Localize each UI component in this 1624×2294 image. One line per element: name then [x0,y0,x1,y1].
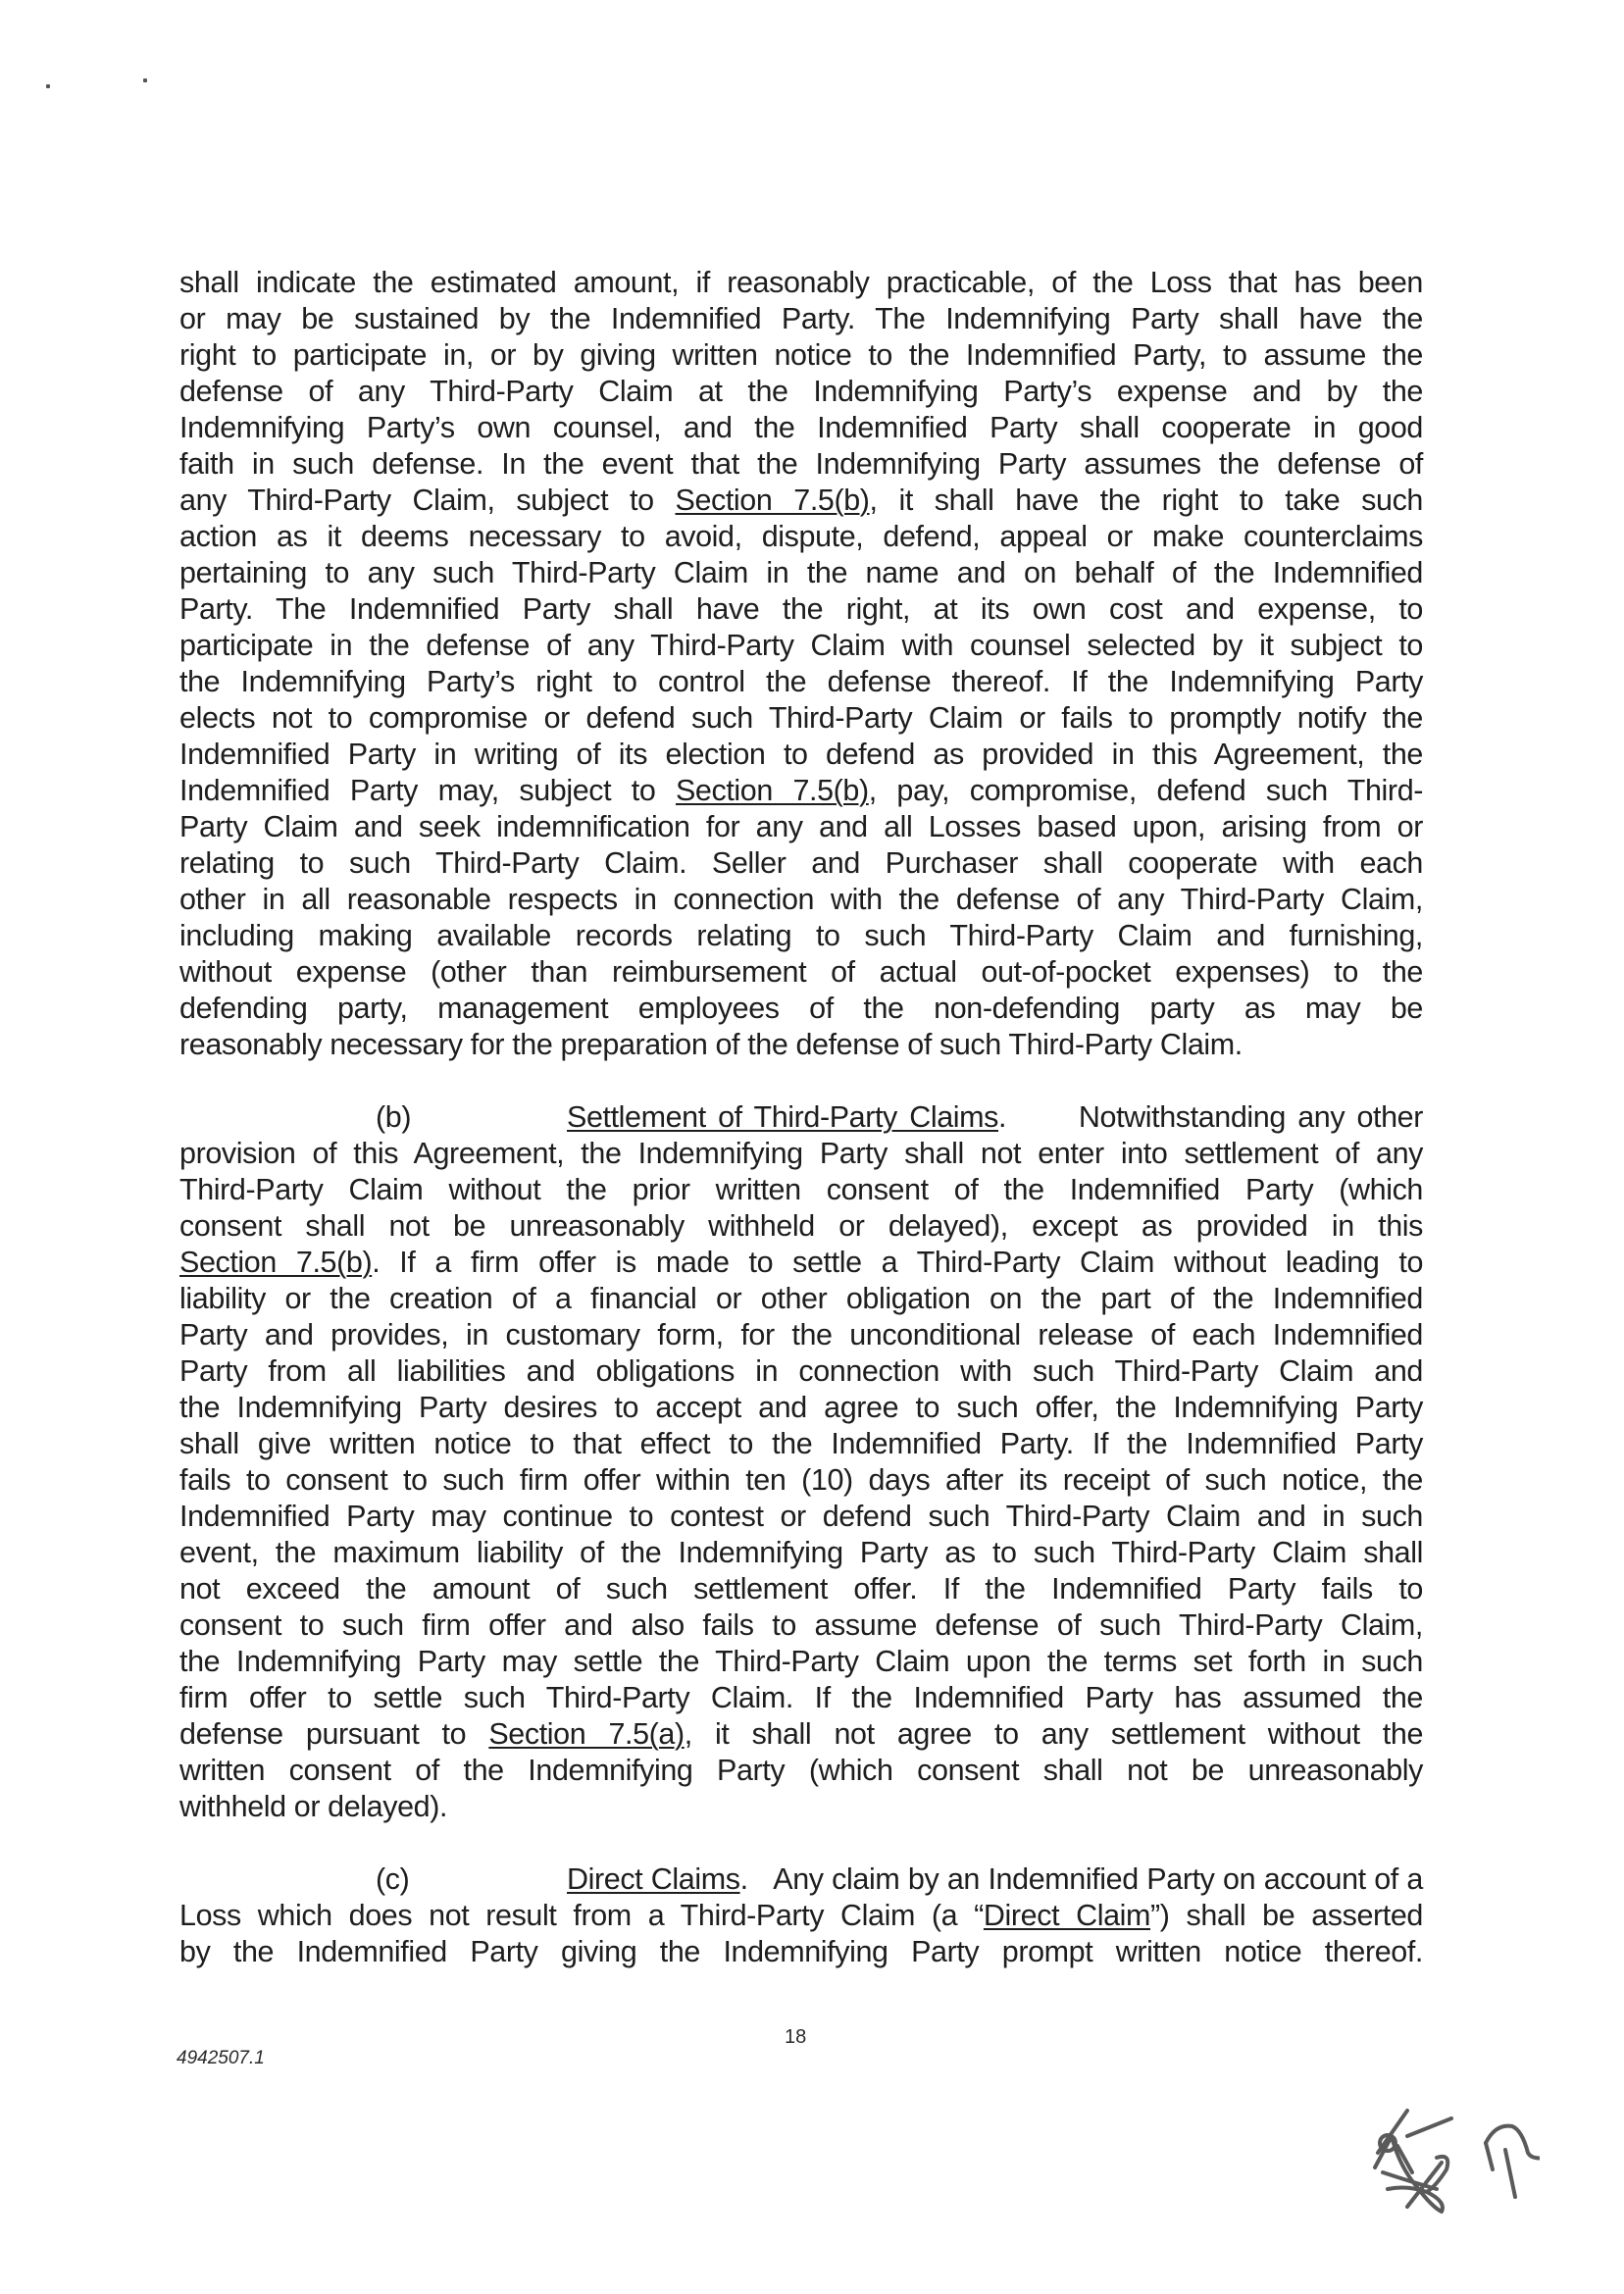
cross-reference-link: Section 7.5(b) [179,1246,373,1279]
section-c-body [179,1898,1423,1970]
text-segment: written consent of the Indemnifying Party (which consent shall not be unreasonably [179,1754,1423,1787]
section-b-line [179,1317,1423,1353]
section-c-heading-suffix: . [739,1862,748,1896]
text-segment: . If a firm offer is made to settle a Third-Party Claim without leading to [372,1246,1424,1279]
text-segment: defense of any Third-Party Claim at the Indemnifying Party’s expense and by the [179,375,1423,408]
scan-speck-2 [143,78,147,82]
text-segment: Loss which does not result from a Third-Party Claim (a “ [179,1899,984,1932]
text-segment: or may be sustained by the Indemnified Party. The Indemnifying Party shall have the [179,302,1423,335]
text-segment: Party Claim and seek indemnification for any and all Losses based upon, arising from or [179,810,1423,843]
text-segment: liability or the creation of a financial or other obligation on the part of the Indemnified [179,1282,1423,1315]
text-segment: shall give written notice to that effect to the Indemnified Party. If the Indemnified Party [179,1427,1423,1460]
text-segment: , pay, compromise, defend such Third- [868,774,1424,807]
section-b-line [179,1499,1423,1535]
text-segment: relating to such Third-Party Claim. Seller and Purchaser shall cooperate with each [179,846,1423,880]
text-segment: defense pursuant to [179,1717,489,1751]
section-b-line [179,1426,1423,1462]
section-b-line [179,1353,1423,1390]
text-segment: faith in such defense. In the event that the Indemnifying Party assumes the defense of [179,447,1423,481]
text-segment: reasonably necessary for the preparation of the defense of such Third-Party Claim. [179,1028,1243,1061]
paragraph-a-line [179,374,1423,410]
section-b-line [179,1208,1423,1245]
text-segment: including making available records relating to such Third-Party Claim and furnishing, [179,919,1423,952]
text-segment: ”) shall be asserted [1150,1899,1423,1932]
paragraph-a-line [179,882,1423,918]
text-segment: Indemnifying Party’s own counsel, and the Indemnified Party shall cooperate in good [179,411,1423,444]
section-c-heading: Direct Claims [567,1862,740,1896]
section-b-line [179,1245,1423,1281]
text-segment: the Indemnifying Party may settle the Third-Party Claim upon the terms set forth in such [179,1645,1423,1678]
paragraph-a-line [179,301,1423,337]
text-segment: , it shall not agree to any settlement without the [684,1717,1424,1751]
section-b-line [179,1390,1423,1426]
paragraph-a-line [179,991,1423,1027]
text-segment: participate in the defense of any Third-Party Claim with counsel selected by it subject to [179,629,1423,662]
text-segment: provision of this Agreement, the Indemnifying Party shall not enter into settlement of any [179,1137,1423,1170]
section-b-first-line-rest: Notwithstanding any other [1078,1100,1423,1134]
section-c-label: (c) [376,1862,410,1896]
text-segment: shall indicate the estimated amount, if reasonably practicable, of the Loss that has been [179,266,1423,299]
text-segment: by the Indemnified Party giving the Indemnifying Party prompt written notice thereof. [179,1935,1423,1968]
section-b [179,1099,1423,1825]
text-segment: Indemnified Party may, subject to [179,774,676,807]
paragraph-a-line [179,954,1423,991]
section-c-line [179,1934,1423,1970]
text-segment: pertaining to any such Third-Party Claim in the name and on behalf of the Indemnified [179,556,1423,589]
section-b-line [179,1462,1423,1499]
paragraph-a-line [179,737,1423,773]
section-b-label: (b) [376,1100,412,1134]
paragraph-a-line [179,591,1423,628]
text-segment: not exceed the amount of such settlement offer. If the Indemnified Party fails to [179,1572,1423,1606]
text-segment: Party and provides, in customary form, for the unconditional release of each Indemnified [179,1318,1423,1351]
cross-reference-link: Direct Claim [983,1899,1151,1932]
text-segment: without expense (other than reimbursement of actual out-of-pocket expenses) to the [179,955,1423,989]
text-segment: the Indemnifying Party desires to accept and agree to such offer, the Indemnifying Party [179,1391,1423,1424]
text-segment: Party from all liabilities and obligations in connection with such Third-Party Claim and [179,1354,1423,1388]
paragraph-a-continuation [179,265,1423,1063]
scan-speck-1 [46,84,50,88]
section-b-line [179,1680,1423,1716]
text-segment: consent to such firm offer and also fails to assume defense of such Third-Party Claim, [179,1608,1423,1642]
text-segment: consent shall not be unreasonably withheld or delayed), except as provided in this [179,1209,1423,1243]
paragraph-a-line [179,664,1423,700]
text-segment: Third-Party Claim without the prior written consent of the Indemnified Party (which [179,1173,1423,1206]
paragraph-a-line [179,446,1423,483]
paragraph-a-line [179,555,1423,591]
text-segment: defending party, management employees of the non-defending party as may be [179,992,1423,1025]
paragraph-a-line [179,519,1423,555]
text-segment: withheld or delayed). [179,1790,448,1823]
paragraph-a-line [179,628,1423,664]
paragraph-a-line [179,918,1423,954]
section-b-line [179,1753,1423,1789]
section-b-line [179,1644,1423,1680]
text-segment: right to participate in, or by giving written notice to the Indemnified Party, to assume the [179,338,1423,372]
section-c [179,1861,1423,1970]
paragraph-a-line [179,700,1423,737]
section-b-line [179,1789,1423,1825]
section-b-line [179,1172,1423,1208]
paragraph-a-line [179,809,1423,845]
text-segment: the Indemnifying Party’s right to control the defense thereof. If the Indemnifying Party [179,665,1423,698]
paragraph-a-line [179,265,1423,301]
section-c-first-line-rest: Any claim by an Indemnified Party on account of a [773,1862,1423,1896]
paragraph-a-line [179,845,1423,882]
section-b-line [179,1535,1423,1571]
section-c-first-line [179,1861,1423,1898]
section-b-body [179,1136,1423,1825]
page-number: 18 [785,2026,807,2048]
section-b-first-line [179,1099,1423,1136]
text-segment: elects not to compromise or defend such Third-Party Claim or fails to promptly notify the [179,701,1423,735]
paragraph-a-line [179,337,1423,374]
section-b-line [179,1607,1423,1644]
cross-reference-link: Section 7.5(a) [488,1717,685,1751]
text-segment: firm offer to settle such Third-Party Claim. If the Indemnified Party has assumed the [179,1681,1423,1714]
section-c-line [179,1898,1423,1934]
text-segment: event, the maximum liability of the Indemnifying Party as to such Third-Party Claim shall [179,1536,1423,1569]
paragraph-a-line [179,410,1423,446]
cross-reference-link: Section 7.5(b) [675,484,870,517]
text-segment: fails to consent to such firm offer within ten (10) days after its receipt of such notice, the [179,1463,1423,1497]
text-segment: Indemnified Party may continue to contest or defend such Third-Party Claim and in such [179,1500,1423,1533]
text-segment: any Third-Party Claim, subject to [179,484,676,517]
paragraph-a-line [179,483,1423,519]
text-segment: Indemnified Party in writing of its election to defend as provided in this Agreement, the [179,738,1423,771]
paragraph-a-line [179,1027,1423,1063]
section-b-heading: Settlement of Third-Party Claims [567,1100,999,1134]
cross-reference-link: Section 7.5(b) [675,774,869,807]
section-b-heading-suffix: . [998,1100,1007,1134]
text-segment: Party. The Indemnified Party shall have the right, at its own cost and expense, to [179,592,1423,626]
handwritten-initials-icon [1353,2099,1540,2226]
section-b-line [179,1571,1423,1607]
text-segment: , it shall have the right to take such [869,484,1423,517]
section-b-line [179,1281,1423,1317]
paragraph-a-line [179,773,1423,809]
text-segment: action as it deems necessary to avoid, dispute, defend, appeal or make counterclaims [179,520,1423,553]
document-id: 4942507.1 [177,2048,265,2068]
section-b-line [179,1716,1423,1753]
text-segment: other in all reasonable respects in connection with the defense of any Third-Party Claim, [179,883,1423,916]
section-b-line [179,1136,1423,1172]
document-body [179,265,1423,1970]
